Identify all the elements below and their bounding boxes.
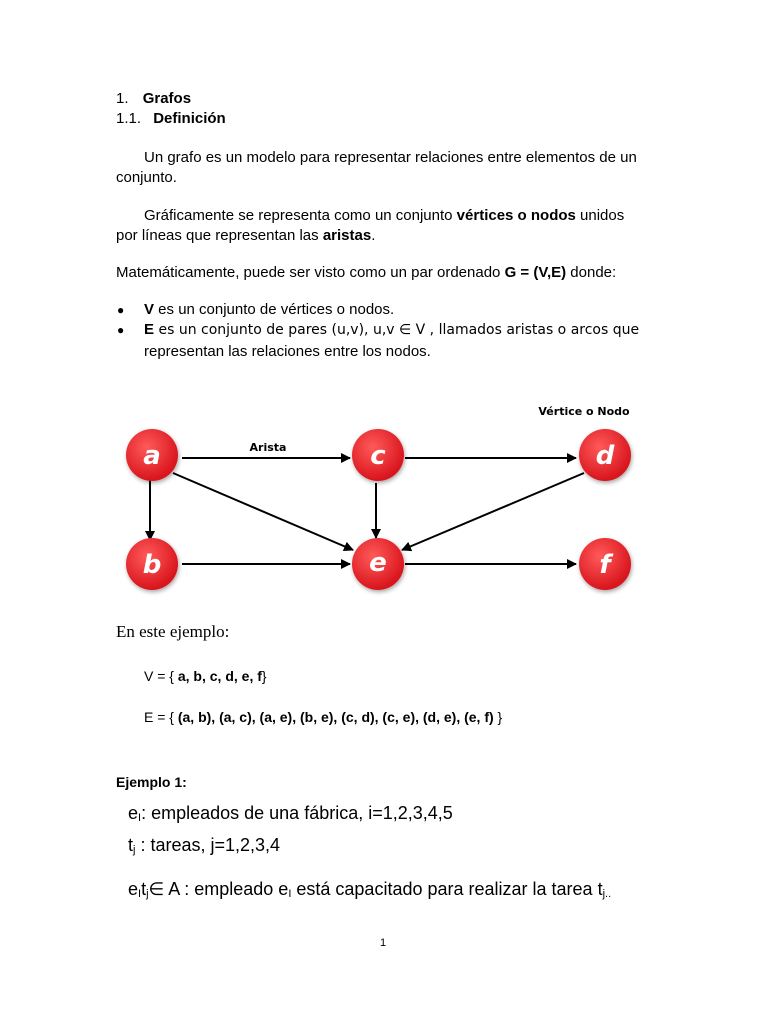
math-subscript: j.. xyxy=(602,888,612,900)
bullet-icon: ● xyxy=(117,323,125,337)
vertex-label: Vértice o Nodo xyxy=(538,405,630,418)
math-text: t xyxy=(141,879,147,899)
para2-line1 xyxy=(144,205,624,226)
example-v-set xyxy=(144,668,267,684)
heading-1-number: 1. xyxy=(116,90,129,107)
para2-text: . xyxy=(371,227,376,244)
bullet-key: E xyxy=(144,321,155,338)
node-c-label: c xyxy=(370,441,386,471)
set-suffix: } xyxy=(261,668,267,684)
bullet-v xyxy=(144,299,394,320)
set-values: a, b, c, d, e, f xyxy=(177,668,262,684)
para1-line1: Un grafo es un modelo para representar relaciones entre elementos de un xyxy=(144,149,637,166)
para2-text: unidos xyxy=(575,207,625,224)
para3 xyxy=(116,262,616,283)
example-e-set xyxy=(144,709,502,725)
ejemplo1-line1 xyxy=(128,803,453,824)
bullet-text: es un conjunto de vértices o nodos. xyxy=(154,301,395,318)
math-text: e xyxy=(128,879,139,899)
bullet-icon: ● xyxy=(117,303,125,317)
para2-bold-vertices: vértices o nodos xyxy=(456,207,576,224)
para1-line2: conjunto. xyxy=(116,169,177,186)
bullet-key: V xyxy=(144,301,155,318)
math-text: e xyxy=(128,803,139,823)
math-text: ∈ A : empleado e xyxy=(148,879,289,899)
bullet-e-cont: representan las relaciones entre los nodos. xyxy=(144,343,431,360)
edge-a-e xyxy=(173,473,353,550)
math-subscript: j xyxy=(133,844,136,856)
set-prefix: E = { xyxy=(144,709,178,725)
para2-bold-aristas: aristas xyxy=(322,227,372,244)
page-number: 1 xyxy=(380,937,387,949)
heading-2-number: 1.1. xyxy=(116,110,142,127)
ejemplo1-line2 xyxy=(128,835,280,856)
node-f-label: f xyxy=(599,550,611,580)
math-subscript: I xyxy=(138,812,142,824)
ejemplo1-title: Ejemplo 1: xyxy=(116,774,187,790)
set-prefix: V = { xyxy=(144,668,178,684)
math-text: está capacitado para realizar la tarea t xyxy=(291,879,603,899)
math-text: : tareas, j=1,2,3,4 xyxy=(135,835,281,855)
heading-2-title: Definición xyxy=(153,110,226,127)
heading-1 xyxy=(116,88,191,109)
para2-text: Gráficamente se representa como un conjunto xyxy=(144,207,457,224)
edge-d-e xyxy=(402,473,584,550)
set-suffix: } xyxy=(493,709,503,725)
edge-label: Arista xyxy=(249,441,287,454)
math-text: : empleados de una fábrica, i=1,2,3,4,5 xyxy=(141,803,453,823)
ejemplo1-line3 xyxy=(128,879,611,900)
graph-diagram xyxy=(110,395,650,605)
node-a-label: a xyxy=(143,441,161,471)
para3-text: donde: xyxy=(566,264,617,281)
para2-line2 xyxy=(116,225,375,246)
bullet-e xyxy=(144,319,639,341)
example-intro: En este ejemplo: xyxy=(116,622,230,641)
math-subscript: I xyxy=(138,888,142,900)
heading-1-title: Grafos xyxy=(142,90,192,107)
math-subscript: j xyxy=(146,888,149,900)
set-values: (a, b), (a, c), (a, e), (b, e), (c, d), (c, e), (d, e), (e, f) xyxy=(177,709,494,725)
para3-bold-graph: G = (V,E) xyxy=(504,264,567,281)
math-subscript: I xyxy=(288,888,292,900)
para3-text: Matemáticamente, puede ser visto como un par ordenado xyxy=(116,264,505,281)
para2-text: por líneas que representan las xyxy=(116,227,323,244)
node-b-label: b xyxy=(142,550,162,580)
bullet-text: es un conjunto de pares (u,v), u,v ∈ V , llamados aristas o arcos que xyxy=(154,322,640,338)
heading-2 xyxy=(116,108,226,129)
node-e-label: e xyxy=(369,548,387,578)
math-text: t xyxy=(128,835,134,855)
node-d-label: d xyxy=(595,441,615,471)
